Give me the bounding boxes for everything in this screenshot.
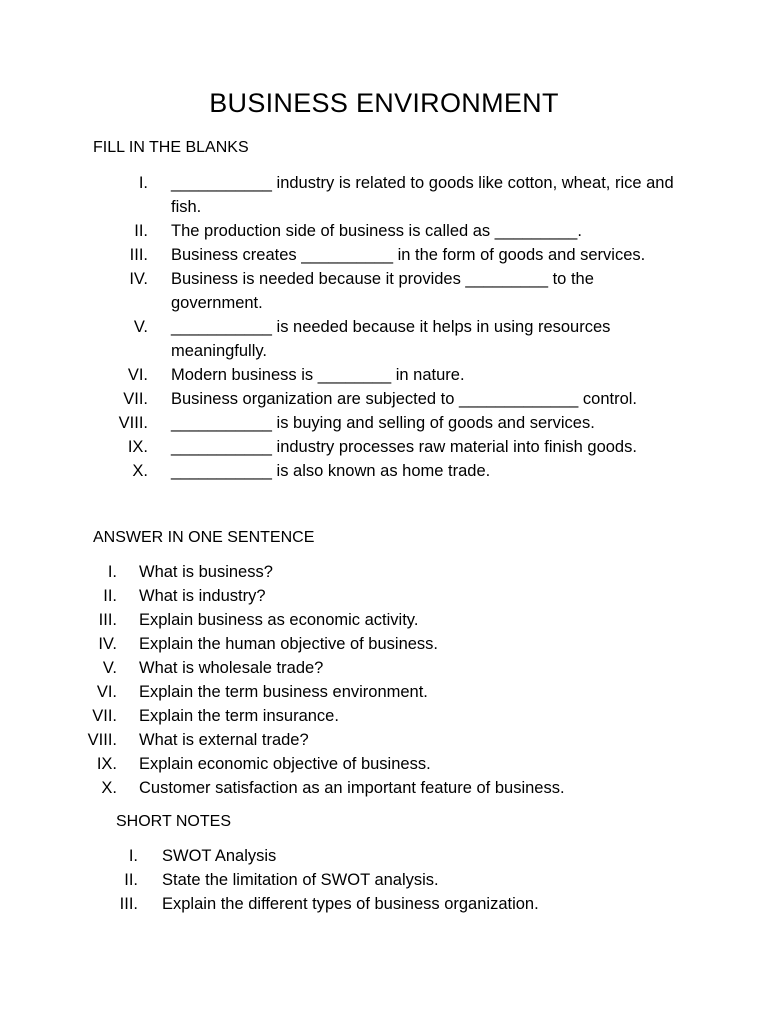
- section-heading-short-notes: SHORT NOTES: [116, 813, 231, 830]
- item-text: ___________ industry processes raw material into finish goods.: [171, 438, 637, 456]
- list-item: [70, 656, 630, 680]
- list-item: [100, 435, 680, 459]
- item-text: What is external trade?: [139, 731, 309, 749]
- item-number: IX.: [127, 438, 148, 456]
- item-number: VI.: [96, 683, 117, 701]
- item-number: III.: [119, 895, 138, 913]
- list-item: [92, 868, 612, 892]
- item-text: ___________ is buying and selling of goods and services.: [171, 414, 595, 432]
- section-heading-fill-in-blanks: FILL IN THE BLANKS: [93, 139, 249, 156]
- item-text: Business is needed because it provides _________ to the government.: [171, 270, 599, 312]
- item-number: IX.: [96, 755, 117, 773]
- list-item: [100, 171, 680, 219]
- item-text: What is wholesale trade?: [139, 659, 324, 677]
- item-text: SWOT Analysis: [162, 847, 277, 865]
- list-item: [100, 363, 680, 387]
- list-item: [70, 728, 630, 752]
- section-heading-one-sentence: ANSWER IN ONE SENTENCE: [93, 529, 315, 546]
- item-text: State the limitation of SWOT analysis.: [162, 871, 439, 889]
- item-number: VIII.: [87, 731, 117, 749]
- list-item: [92, 844, 612, 868]
- item-text: What is industry?: [139, 587, 266, 605]
- item-number: X.: [132, 462, 148, 480]
- list-item: [100, 219, 680, 243]
- list-item: [100, 315, 680, 363]
- item-number: VII.: [92, 707, 117, 725]
- item-text: Explain the term insurance.: [139, 707, 339, 725]
- item-number: I.: [138, 174, 148, 192]
- item-number: VI.: [127, 366, 148, 384]
- item-text: What is business?: [139, 563, 273, 581]
- item-number: IV.: [129, 270, 148, 288]
- item-number: V.: [102, 659, 117, 677]
- list-item: [70, 584, 630, 608]
- fill-in-blanks-list: [100, 171, 680, 483]
- item-text: Business creates __________ in the form of goods and services.: [171, 246, 646, 264]
- item-number: V.: [133, 318, 148, 336]
- item-number: X.: [101, 779, 117, 797]
- page-title: BUSINESS ENVIRONMENT: [209, 88, 559, 118]
- item-text: ___________ industry is related to goods like cotton, wheat, rice and fish.: [171, 174, 679, 216]
- list-item: [70, 704, 630, 728]
- item-text: ___________ is also known as home trade.: [171, 462, 491, 480]
- item-number: III.: [129, 246, 148, 264]
- item-number: VIII.: [118, 414, 148, 432]
- item-number: II.: [124, 871, 138, 889]
- item-text: Explain the different types of business organization.: [162, 895, 539, 913]
- item-text: Modern business is ________ in nature.: [171, 366, 465, 384]
- item-text: Explain economic objective of business.: [139, 755, 431, 773]
- list-item: [92, 892, 612, 916]
- item-text: Explain the human objective of business.: [139, 635, 439, 653]
- item-text: Explain business as economic activity.: [139, 611, 419, 629]
- item-number: II.: [103, 587, 117, 605]
- item-number: III.: [98, 611, 117, 629]
- list-item: [70, 752, 630, 776]
- list-item: [70, 560, 630, 584]
- short-notes-list: [92, 844, 612, 916]
- item-number: VII.: [123, 390, 148, 408]
- item-text: Explain the term business environment.: [139, 683, 428, 701]
- list-item: [100, 243, 680, 267]
- list-item: [70, 776, 630, 800]
- list-item: [70, 632, 630, 656]
- item-text: ___________ is needed because it helps in using resources meaningfully.: [171, 318, 615, 360]
- item-number: I.: [107, 563, 117, 581]
- list-item: [100, 411, 680, 435]
- list-item: [70, 608, 630, 632]
- item-text: Business organization are subjected to _____________ control.: [171, 390, 637, 408]
- item-text: The production side of business is called as _________.: [171, 222, 582, 240]
- item-number: IV.: [98, 635, 117, 653]
- list-item: [100, 387, 680, 411]
- list-item: [70, 680, 630, 704]
- one-sentence-list: [70, 560, 630, 800]
- item-number: I.: [128, 847, 138, 865]
- list-item: [100, 459, 680, 483]
- item-number: II.: [134, 222, 148, 240]
- list-item: [100, 267, 680, 315]
- item-text: Customer satisfaction as an important feature of business.: [139, 779, 565, 797]
